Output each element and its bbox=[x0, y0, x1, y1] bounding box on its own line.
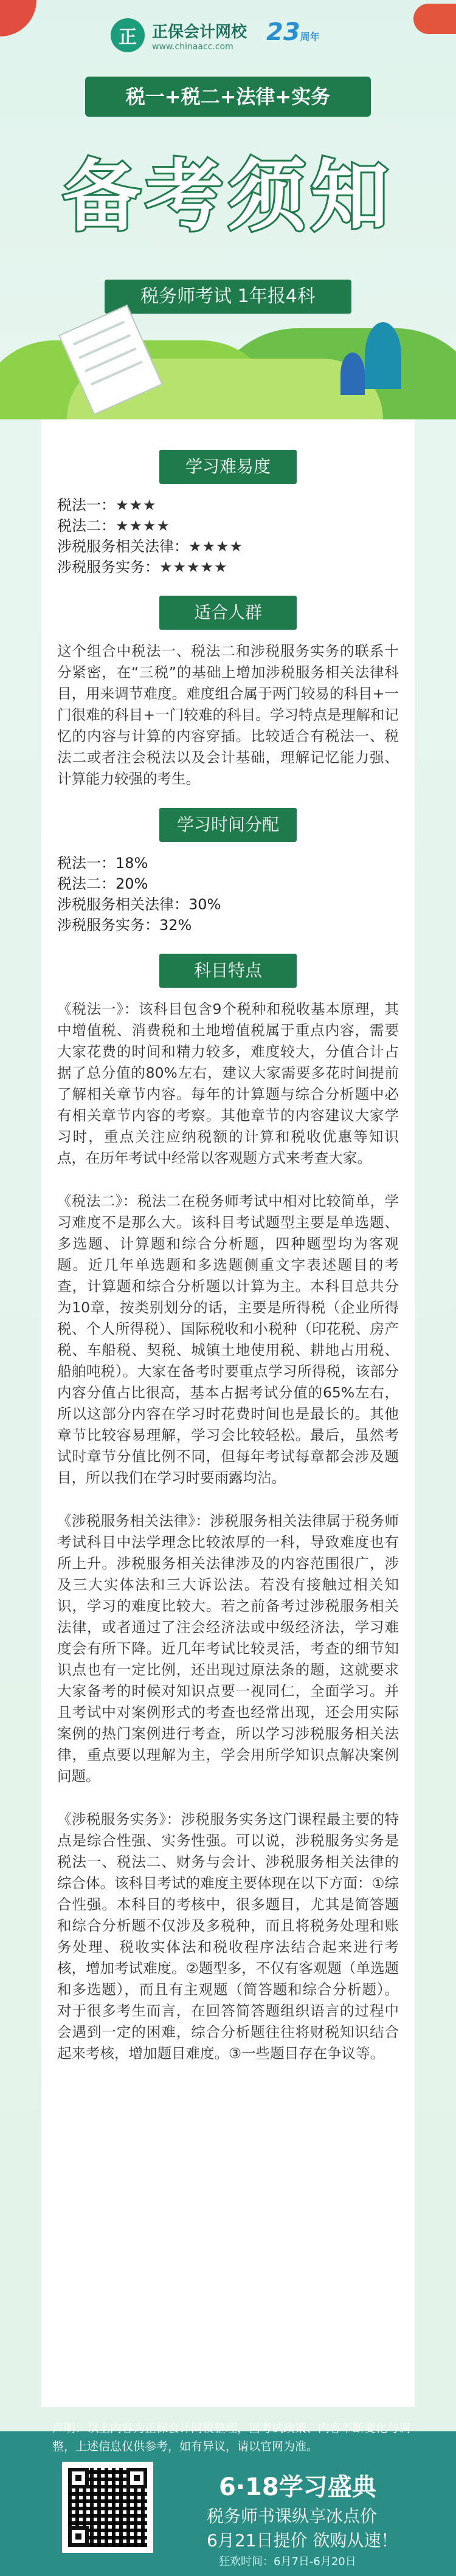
leaf-decoration-right bbox=[413, 4, 456, 34]
content-panel bbox=[41, 419, 415, 2407]
star-rating-icon: ★★★★ bbox=[188, 538, 244, 555]
disclaimer-notice: 声明：以上内容为正保会计网校整理，因考试政策、内容不断变化与调整，上述信息仅供参考，如有异议，请以官网为准。 bbox=[52, 2422, 411, 2453]
brand-url: www.chinaacc.com bbox=[152, 41, 233, 52]
promo-line: 6月21日提价 欲购从速！ bbox=[207, 2530, 398, 2550]
exam-subtitle: 税务师考试 1年报4科 bbox=[105, 280, 351, 314]
audience-text: 这个组合中税法一、税法二和涉税服务实务的联系十分紧密，在“三税”的基础上增加涉税服务相关法律科目，用来调节难度。难度组合属于两门较易的科目+一门很难的科目+一门较难的科目。学习特点是理解和记忆的内容与计算的内容穿插。比较适合有税法一、税法二或者注会税法以及会计基础，理解记忆能力强、计算能力较强的考生。 bbox=[57, 642, 399, 787]
star-rating-icon: ★★★★ bbox=[116, 517, 171, 534]
anniversary-suffix: 周年 bbox=[300, 31, 320, 43]
feature-paragraph: 《税法一》：该科目包含9个税种和税收基本原理，其中增值税、消费税和土地增值税属于重点内容，需要大家花费的时间和精力较多，难度较大，分值合计占据了总分值的80%左右，建议大家需要多花时间提前了解相关章节内容。每年的计算题与综合分析题中必有相关章节内容的考察。其他章节的内容建议大家学习时，重点关注应纳税额的计算和税收优惠等知识点，在历年考试中经常以客观题方式来考查大家。 bbox=[57, 1000, 399, 1166]
section-title-features: 科目特点 bbox=[159, 954, 297, 988]
header bbox=[0, 0, 456, 73]
section-title-difficulty: 学习难易度 bbox=[159, 450, 297, 484]
feature-paragraph: 《涉税服务实务》：涉税服务实务这门课程最主要的特点是综合性强、实务性强。可以说，涉税服务实务是税法一、税法二、财务与会计、涉税服务相关法律的综合体。该科目考试的难度主要体现在以下方面：①综合性强。本科目的考核中，很多题目，尤其是简答题和综合分析题不仅涉及多税种，而且将税务处理和账务处理、税收实体法和税收程序法结合起来进行考核，增加考试难度。②题型多，不仅有客观题（单选题和多选题），而且有主观题（简答题和综合分析题）。对于很多考生而言，在回答简答题组织语言的过程中会遇到一定的困难，综合分析题往往将财税知识结合起来考核，增加题目难度。③一些题目存在争议等。 bbox=[57, 1811, 399, 2062]
difficulty-item: 税法一：★★★ bbox=[57, 497, 157, 514]
anniversary-number: 23 bbox=[266, 18, 300, 46]
promo-line: 税务师书课纵享冰点价 bbox=[207, 2506, 378, 2526]
time-item: 税法二：20% bbox=[57, 875, 148, 892]
time-item: 税法一：18% bbox=[57, 855, 148, 872]
promo-dates: 狂欢时间：6月7日-6月20日 bbox=[219, 2555, 356, 2568]
time-item: 涉税服务相关法律：30% bbox=[57, 896, 221, 913]
leaf-decoration-left bbox=[0, 0, 36, 36]
anniversary-badge bbox=[266, 18, 320, 46]
difficulty-item: 税法二：★★★★ bbox=[57, 517, 171, 534]
section-title-time: 学习时间分配 bbox=[159, 808, 297, 842]
brand-text bbox=[152, 19, 247, 52]
subjects-bar: 税一+税二+法律+实务 bbox=[85, 77, 371, 117]
promo-title[interactable]: 6·18学习盛典 bbox=[219, 2473, 376, 2501]
plant-icon bbox=[340, 353, 365, 395]
feature-paragraph: 《税法二》：税法二在税务师考试中相对比较简单，学习难度不是那么大。该科目考试题型主要是单选题、多选题、计算题和综合分析题，四种题型均为客观题。近几年单选题和多选题侧重文字表述题目的考查，计算题和综合分析题以计算为主。本科目总共分为10章，按类别划分的话，主要是所得税（企业所得税、个人所得税）、国际税收和小税种（印花税、房产税、车船税、契税、城镇土地使用税、耕地占用税、船舶吨税）。大家在备考时要重点学习所得税，该部分内容分值占比很高，基本占据考试分值的65%左右，所以这部分内容在学习时花费时间也是最长的。其他章节比较容易理解，学习会比较轻松。最后，虽然考试时章节分值比例不同，但每年考试每章都会涉及题目，所以我们在学习时要雨露均沾。 bbox=[57, 1193, 399, 1486]
brand-name: 正保会计网校 bbox=[152, 22, 247, 41]
time-item: 涉税服务实务：32% bbox=[57, 917, 192, 934]
brand-logo[interactable] bbox=[111, 18, 247, 52]
qr-code[interactable] bbox=[62, 2462, 153, 2553]
feature-paragraph: 《涉税服务相关法律》：涉税服务相关法律属于税务师考试科目中法学理念比较浓厚的一科，导致难度也有所上升。涉税服务相关法律涉及的内容范围很广，涉及三大实体法和三大诉讼法。若没有接触过相关知识，学习的难度比较大。若之前备考过涉税服务相关法律，或者通过了注会经济法或中级经济法，学习难度会有所下降。近几年考试比较灵活，考查的细节知识点也有一定比例，还出现过原法条的题，这就要求大家备考的时候对知识点要一视同仁，全面学习。并且考试中对案例形式的考查也经常出现，还会用实际案例的热门案例进行考查，所以学习涉税服务相关法律，重点要以理解为主，学会用所学知识点解决案例问题。 bbox=[57, 1512, 399, 1785]
section-title-audience: 适合人群 bbox=[159, 596, 297, 630]
logo-mark-icon: 正 bbox=[111, 18, 145, 52]
plant-icon bbox=[365, 322, 401, 389]
star-rating-icon: ★★★ bbox=[116, 497, 157, 514]
star-rating-icon: ★★★★★ bbox=[159, 559, 228, 576]
difficulty-item: 涉税服务实务：★★★★★ bbox=[57, 559, 228, 576]
qr-code-icon bbox=[68, 2468, 147, 2547]
main-title: 备考须知 bbox=[62, 151, 393, 242]
difficulty-item: 涉税服务相关法律：★★★★ bbox=[57, 538, 244, 555]
